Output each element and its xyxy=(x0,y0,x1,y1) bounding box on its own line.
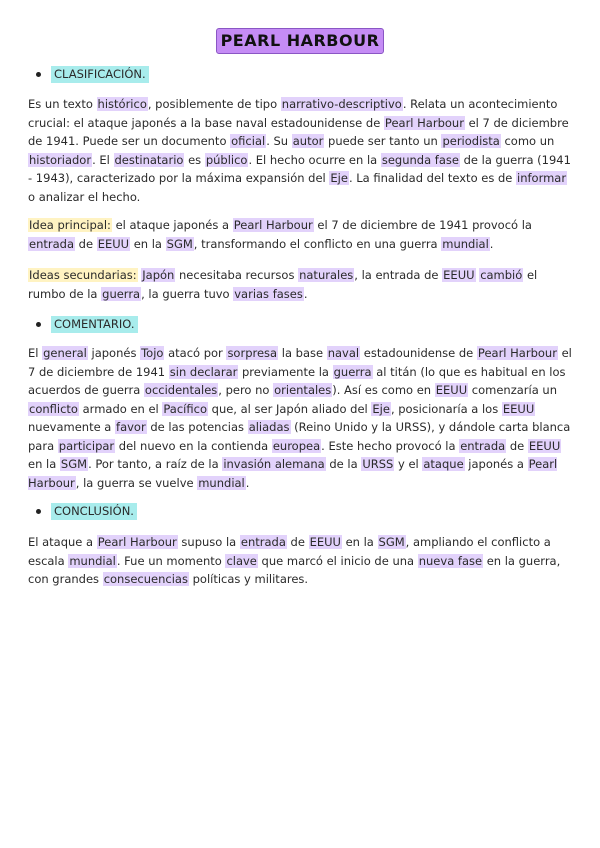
highlighted-term: Tojo xyxy=(141,346,164,360)
highlighted-term: ataque xyxy=(423,457,464,471)
highlighted-term: sorpresa xyxy=(227,346,278,360)
text-run: necesitaba recursos xyxy=(175,268,299,282)
bullet-icon xyxy=(36,322,41,327)
highlighted-term: consecuencias xyxy=(103,572,188,586)
text-run: de xyxy=(75,236,97,251)
highlighted-term: orientales xyxy=(274,383,332,397)
text-run: es xyxy=(184,152,205,167)
highlighted-term: informar xyxy=(517,171,567,185)
highlighted-term: Japón xyxy=(142,268,175,282)
highlighted-term: público xyxy=(205,152,248,167)
text-run: como un xyxy=(500,134,555,148)
text-run: de xyxy=(506,438,528,453)
text-run: el 7 de diciembre de 1941 xyxy=(28,346,572,379)
text-run: en la xyxy=(28,457,60,471)
highlighted-term: EEUU xyxy=(528,438,561,453)
text-run: , la guerra se vuelve xyxy=(75,475,198,490)
highlighted-term: EEUU xyxy=(443,268,475,282)
text-run: . El xyxy=(92,152,114,167)
text-run: japonés xyxy=(87,346,141,360)
highlighted-term: aliadas xyxy=(248,420,290,434)
highlighted-term: naval xyxy=(327,346,360,360)
text-run: ). Así es como en xyxy=(332,383,435,397)
highlighted-term: EEUU xyxy=(502,401,535,416)
highlighted-term: SGM xyxy=(166,236,193,251)
text-run: al titán (lo que es habitual en los acuerdos de guerra xyxy=(28,364,566,397)
highlighted-term: favor xyxy=(116,420,146,434)
text-run: previamente la xyxy=(238,364,333,379)
section-label-conclusion: CONCLUSIÓN. xyxy=(51,503,137,520)
highlighted-term: sin declarar xyxy=(169,364,238,379)
highlighted-term: narrativo-descriptivo xyxy=(281,97,402,111)
highlighted-term: invasión alemana xyxy=(223,457,325,471)
text-run: . Fue un momento xyxy=(116,553,226,568)
paragraph-ideas-secundarias xyxy=(28,266,574,303)
highlighted-term: Pacífico xyxy=(163,401,207,416)
highlighted-term: segunda fase xyxy=(381,152,459,167)
highlighted-term: mundial xyxy=(442,236,489,251)
highlighted-term: mundial xyxy=(198,475,245,490)
paragraph-clasificacion xyxy=(28,95,574,206)
paragraph-conclusion xyxy=(28,533,574,589)
highlighted-term: varias fases xyxy=(234,286,303,301)
text-run: de las potencias xyxy=(146,420,248,434)
page-title: PEARL HARBOUR xyxy=(216,28,385,54)
text-run: el rumbo de la xyxy=(28,268,538,301)
highlighted-term: occidentales xyxy=(144,383,218,397)
text-run: de xyxy=(286,535,309,549)
paragraph-comentario xyxy=(28,344,574,492)
highlighted-term: EEUU xyxy=(309,535,341,549)
title-wrap xyxy=(0,28,600,54)
text-run: en la xyxy=(341,535,378,549)
text-run: el ataque japonés a xyxy=(111,218,233,232)
text-run: . La finalidad del texto es de xyxy=(348,171,517,185)
highlighted-term: Pearl Harbour xyxy=(233,218,313,232)
section-comentario xyxy=(36,316,138,333)
text-run: . Este hecho provocó la xyxy=(321,438,460,453)
highlighted-term: URSS xyxy=(362,457,394,471)
text-run: comenzaría un xyxy=(468,383,558,397)
highlighted-term: entrada xyxy=(29,236,74,251)
text-run: (Reino Unido y la URSS), y dándole carta blanca para xyxy=(28,420,571,453)
bullet-icon xyxy=(36,72,41,77)
text-run: , transformando el conflicto en una guerra xyxy=(193,236,442,251)
text-run: atacó por xyxy=(164,346,227,360)
text-run: y el xyxy=(394,457,423,471)
text-run: de la guerra (1941 - 1943), caracterizado por la máxima expansión del xyxy=(28,152,571,185)
highlighted-term: conflicto xyxy=(29,401,78,416)
highlighted-term: Pearl Harbour xyxy=(28,457,558,490)
highlighted-term: historiador xyxy=(29,152,92,167)
text-run: , pero no xyxy=(218,383,274,397)
text-run: . xyxy=(245,475,250,490)
highlighted-term: EEUU xyxy=(435,383,468,397)
highlighted-term: Pearl Harbour xyxy=(477,346,557,360)
highlighted-term: entrada xyxy=(460,438,506,453)
text-run: puede ser tanto un xyxy=(324,134,442,148)
highlighted-label: Idea principal: xyxy=(29,218,111,232)
text-run: estadounidense de xyxy=(360,346,477,360)
highlighted-term: Pearl Harbour xyxy=(97,535,177,549)
text-run: El ataque a xyxy=(28,535,97,549)
highlighted-term: SGM xyxy=(378,535,405,549)
section-conclusion xyxy=(36,503,137,520)
highlighted-term: destinatario xyxy=(114,152,184,167)
text-run: o analizar el hecho. xyxy=(28,189,141,204)
highlighted-term: EEUU xyxy=(97,236,130,251)
text-run: Es un texto xyxy=(28,97,97,111)
text-run: el 7 de diciembre de 1941 provocó la xyxy=(313,218,532,232)
text-run: , posicionaría a los xyxy=(390,401,502,416)
paragraph-idea-principal xyxy=(28,216,574,253)
highlighted-term: Pearl Harbour xyxy=(384,115,464,130)
bullet-icon xyxy=(36,509,41,514)
text-run: políticas y militares. xyxy=(188,572,309,586)
text-run: . El hecho ocurre en la xyxy=(248,152,381,167)
highlighted-term: Eje xyxy=(330,171,348,185)
section-label-comentario: COMENTARIO. xyxy=(51,316,138,333)
text-run: . Por tanto, a raíz de la xyxy=(88,457,223,471)
text-run: . Relata un acontecimiento crucial: el ataque japonés a la base naval estadounidense de xyxy=(28,97,558,130)
text-run: la base xyxy=(278,346,327,360)
highlighted-term: clave xyxy=(226,553,257,568)
text-run: . xyxy=(489,236,494,251)
highlighted-term: SGM xyxy=(60,457,88,471)
highlighted-term: general xyxy=(43,346,87,360)
text-run: japonés a xyxy=(464,457,528,471)
text-run: . xyxy=(303,286,308,301)
highlighted-term: entrada xyxy=(240,535,286,549)
highlighted-term: europea xyxy=(272,438,321,453)
text-run: en la xyxy=(130,236,166,251)
highlighted-term: cambió xyxy=(480,268,523,282)
section-clasificacion xyxy=(36,66,149,83)
highlighted-term: periodista xyxy=(442,134,500,148)
highlighted-term: participar xyxy=(58,438,115,453)
highlighted-term: guerra xyxy=(333,364,372,379)
highlighted-term: nueva fase xyxy=(418,553,483,568)
text-run: de la xyxy=(325,457,362,471)
text-run: del nuevo en la contienda xyxy=(115,438,272,453)
text-run: armado en el xyxy=(78,401,163,416)
text-run: . Su xyxy=(266,134,292,148)
highlighted-term: mundial xyxy=(69,553,116,568)
section-label-clasificacion: CLASIFICACIÓN. xyxy=(51,66,149,83)
text-run: , ampliando el conflicto a escala xyxy=(28,535,551,568)
text-run: nuevamente a xyxy=(28,420,116,434)
text-run: , la entrada de xyxy=(354,268,443,282)
text-run: , la guerra tuvo xyxy=(141,286,234,301)
text-run: que marcó el inicio de una xyxy=(257,553,418,568)
highlighted-label: Ideas secundarias: xyxy=(29,268,137,282)
text-run: en la guerra, con grandes xyxy=(28,553,561,586)
highlighted-term: histórico xyxy=(97,97,147,111)
text-run: el 7 de diciembre de 1941. Puede ser un documento xyxy=(28,115,569,148)
highlighted-term: Eje xyxy=(372,401,390,416)
text-run: El xyxy=(28,346,43,360)
highlighted-term: oficial xyxy=(231,134,266,148)
highlighted-term: autor xyxy=(292,134,324,148)
highlighted-term: naturales xyxy=(299,268,354,282)
highlighted-term: guerra xyxy=(102,286,141,301)
text-run: que, al ser Japón aliado del xyxy=(207,401,372,416)
text-run: supuso la xyxy=(177,535,240,549)
text-run: , posiblemente de tipo xyxy=(147,97,281,111)
